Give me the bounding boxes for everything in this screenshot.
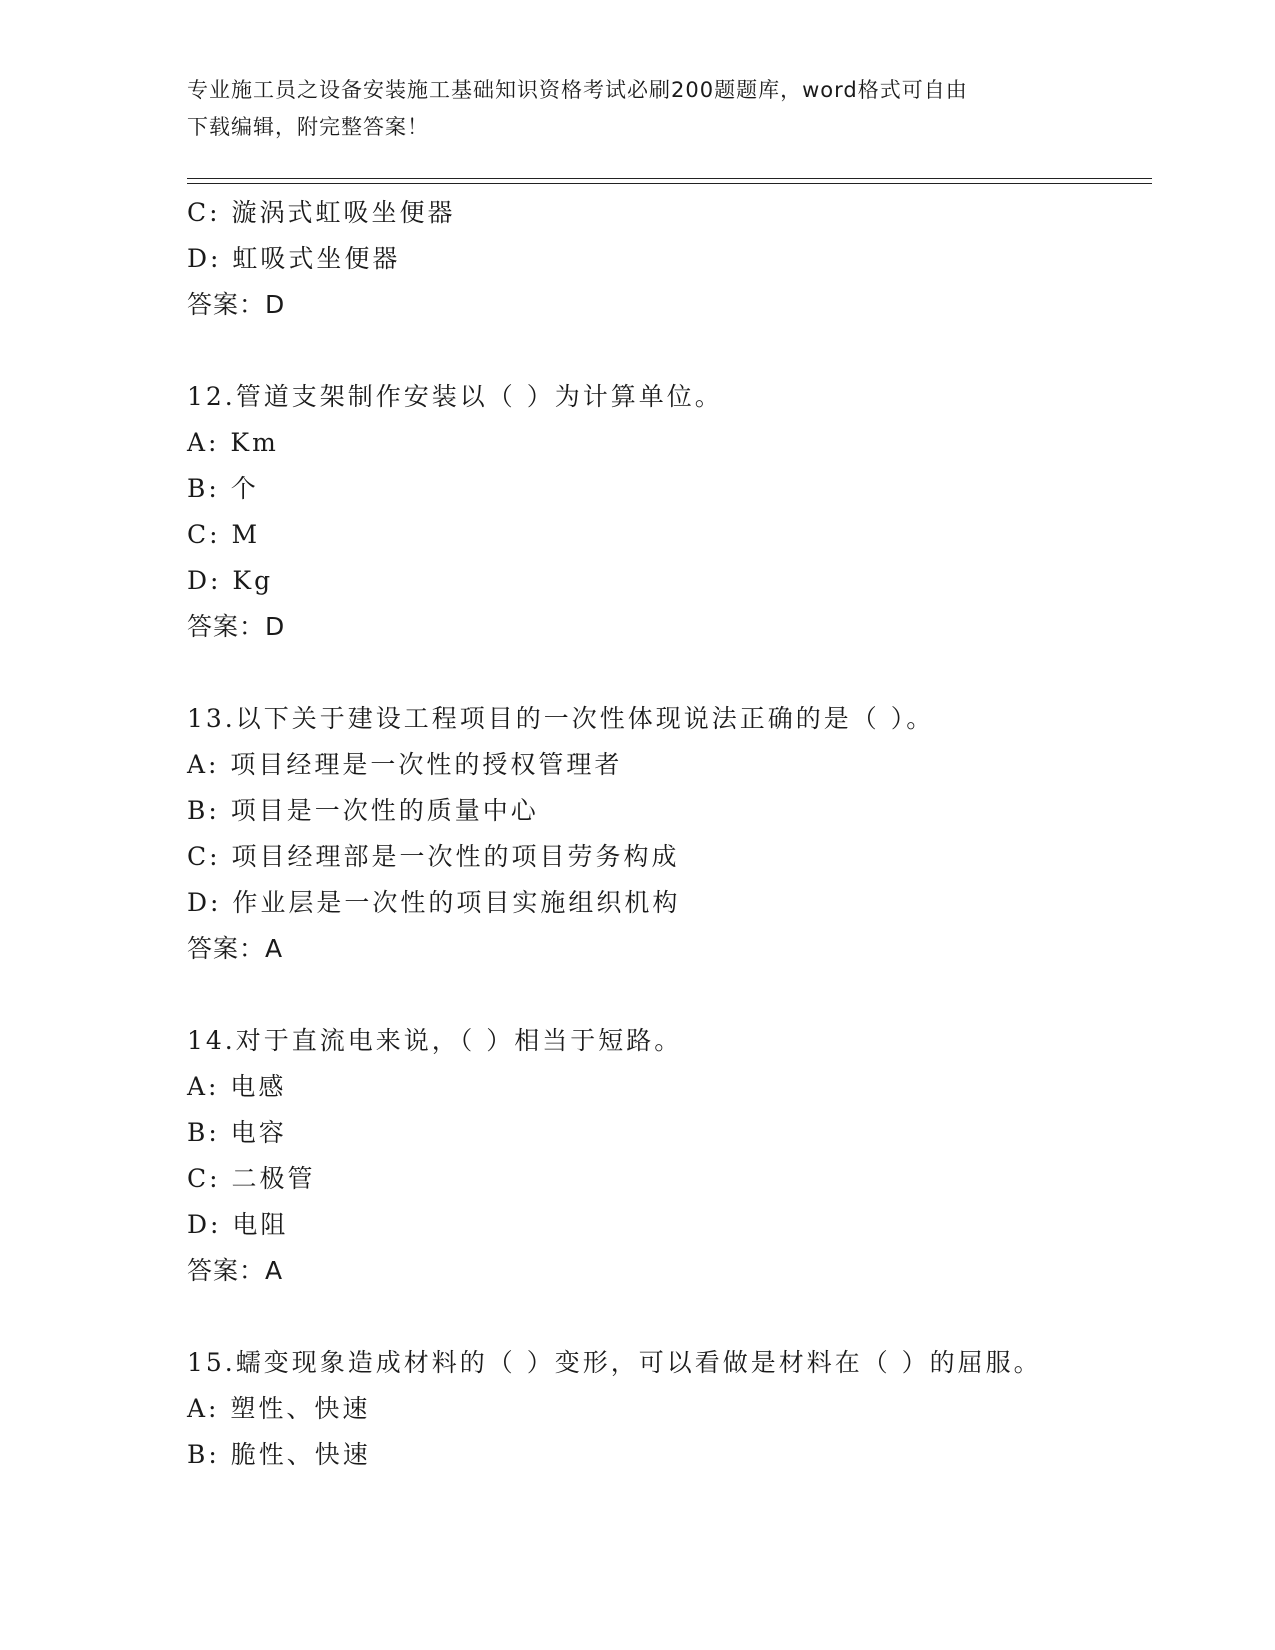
question-14 <box>187 1018 1152 1294</box>
question-text: 15.蠕变现象造成材料的（ ）变形，可以看做是材料在（ ）的屈服。 <box>187 1348 1042 1377</box>
option-b: B: 电容 <box>187 1118 287 1147</box>
option-c: C: 二极管 <box>187 1164 316 1193</box>
option-a: A: 塑性、快速 <box>187 1394 371 1423</box>
option-b: B: 个 <box>187 474 259 503</box>
option-d: D: 电阻 <box>187 1210 289 1239</box>
header-line-2: 下载编辑，附完整答案！ <box>187 115 429 139</box>
answer: 答案：D <box>187 290 286 319</box>
question-content <box>187 190 1152 1478</box>
option-c: C: 项目经理部是一次性的项目劳务构成 <box>187 842 680 871</box>
question-13 <box>187 696 1152 972</box>
option-d: D: 虹吸式坐便器 <box>187 244 401 273</box>
spacer <box>187 328 1152 374</box>
question-12 <box>187 374 1152 650</box>
question-text: 12.管道支架制作安装以（ ）为计算单位。 <box>187 382 723 411</box>
answer: 答案：A <box>187 934 284 963</box>
option-a: A: Km <box>187 428 279 457</box>
header-divider-bottom <box>187 183 1152 184</box>
option-d: D: Kg <box>187 566 274 595</box>
spacer <box>187 972 1152 1018</box>
option-a: A: 电感 <box>187 1072 287 1101</box>
question-text: 14.对于直流电来说，（ ）相当于短路。 <box>187 1026 683 1055</box>
option-b: B: 脆性、快速 <box>187 1440 371 1469</box>
answer: 答案：A <box>187 1256 284 1285</box>
question-15 <box>187 1340 1152 1478</box>
option-b: B: 项目是一次性的质量中心 <box>187 796 539 825</box>
option-d: D: 作业层是一次性的项目实施组织机构 <box>187 888 681 917</box>
question-text: 13.以下关于建设工程项目的一次性体现说法正确的是（ ）。 <box>187 704 935 733</box>
spacer <box>187 650 1152 696</box>
header-divider-top <box>187 178 1152 179</box>
question-11-tail <box>187 190 1152 328</box>
document-header <box>187 72 1067 146</box>
spacer <box>187 1294 1152 1340</box>
option-c: C: 漩涡式虹吸坐便器 <box>187 198 456 227</box>
option-c: C: M <box>187 520 261 549</box>
answer: 答案：D <box>187 612 286 641</box>
header-line-1: 专业施工员之设备安装施工基础知识资格考试必刷200题题库，word格式可自由 <box>187 78 968 102</box>
option-a: A: 项目经理是一次性的授权管理者 <box>187 750 623 779</box>
